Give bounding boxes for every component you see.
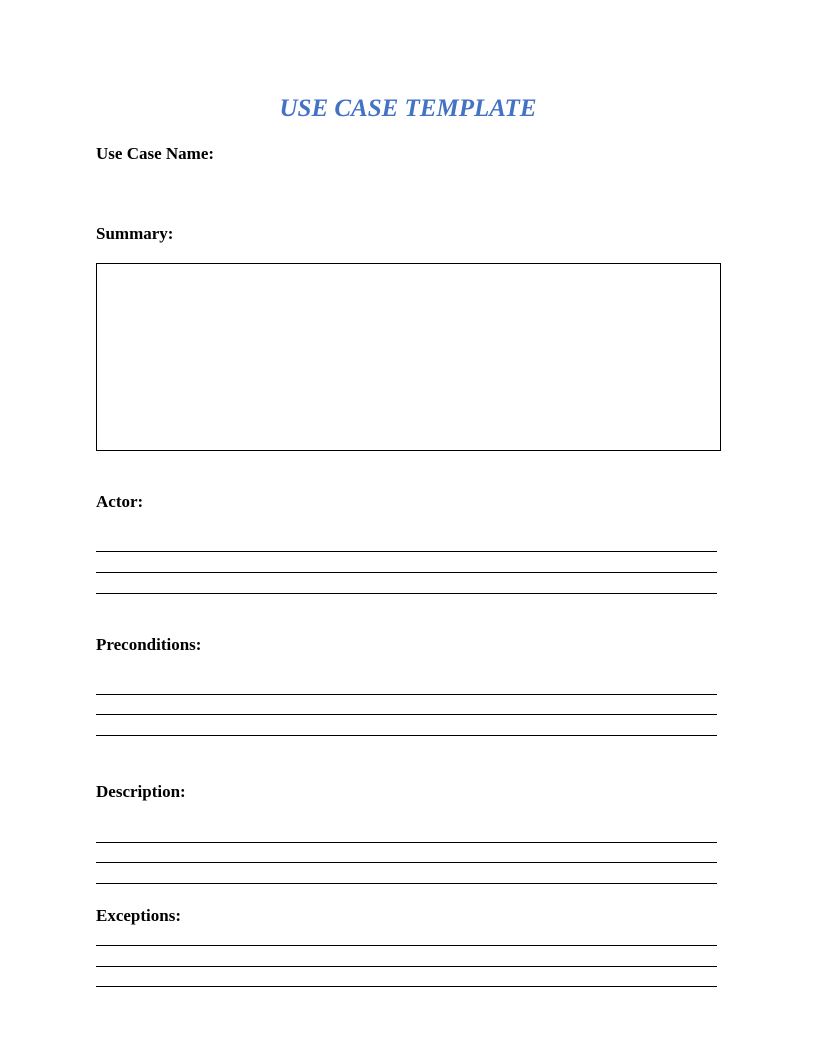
actor-line-1[interactable]: [96, 551, 717, 552]
summary-text-box[interactable]: [96, 263, 721, 451]
exceptions-line-3[interactable]: [96, 986, 717, 987]
exceptions-label: Exceptions:: [96, 906, 181, 925]
exceptions-line-2[interactable]: [96, 966, 717, 967]
preconditions-line-1[interactable]: [96, 694, 717, 695]
page-title: USE CASE TEMPLATE: [279, 95, 537, 122]
use-case-name-label: Use Case Name:: [96, 144, 215, 163]
preconditions-line-2[interactable]: [96, 714, 717, 715]
actor-label: Actor:: [96, 492, 144, 511]
preconditions-label: Preconditions:: [96, 635, 202, 654]
description-line-2[interactable]: [96, 862, 717, 863]
exceptions-line-1[interactable]: [96, 945, 717, 946]
actor-line-3[interactable]: [96, 593, 717, 594]
summary-label: Summary:: [96, 224, 174, 243]
description-line-1[interactable]: [96, 842, 717, 843]
description-line-3[interactable]: [96, 883, 717, 884]
description-label: Description:: [96, 782, 186, 801]
actor-line-2[interactable]: [96, 572, 717, 573]
preconditions-line-3[interactable]: [96, 735, 717, 736]
